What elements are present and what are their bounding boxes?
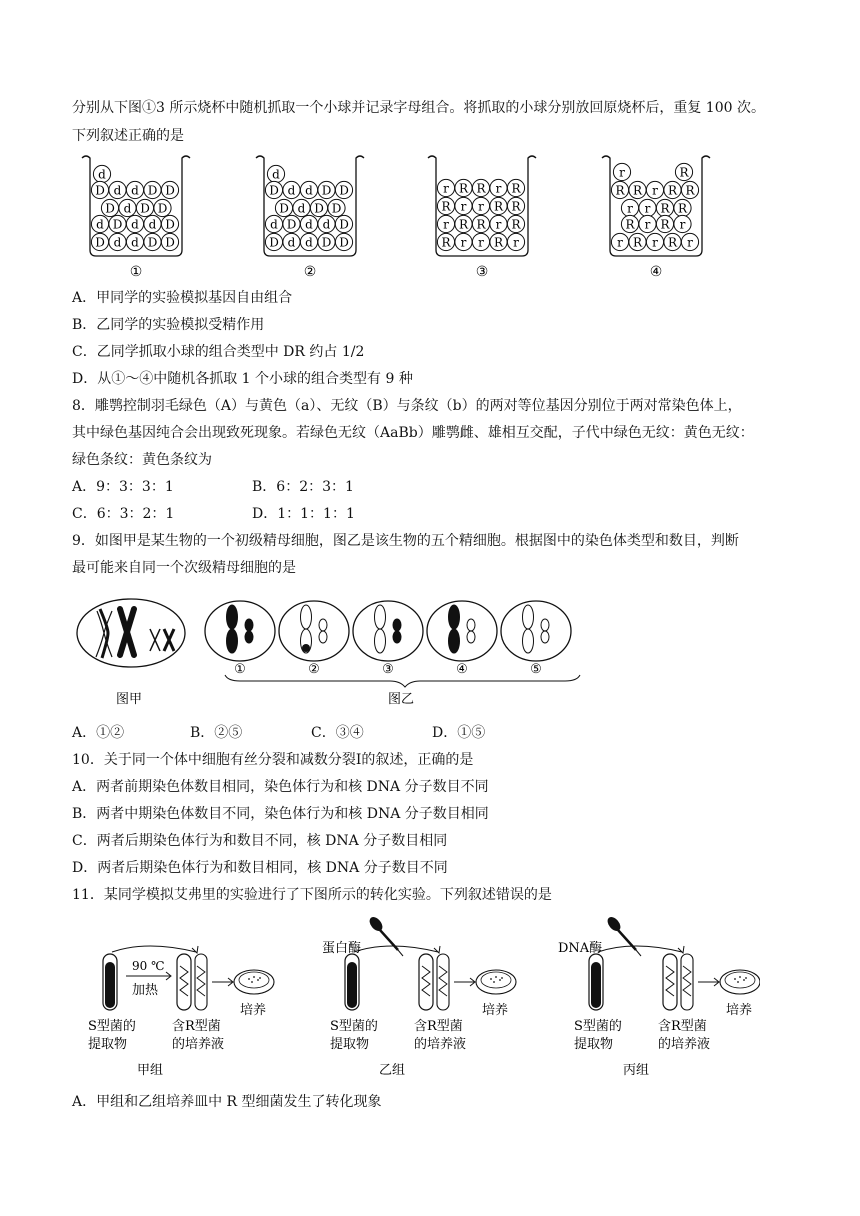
q11-stem: 11．某同学模拟艾弗里的实验进行了下图所示的转化实验。下列叙述错误的是 [72,887,552,903]
beakers-figure [80,152,730,282]
svg-text:d: d [131,235,139,250]
q9-stem-line2: 最可能来自同一个次级精母细胞的是 [72,560,296,576]
svg-text:D: D [105,201,115,216]
svg-text:D: D [165,235,175,250]
svg-text:d: d [305,235,313,250]
cell-label: ① [234,662,246,677]
svg-text:r: r [627,201,633,216]
svg-text:D: D [165,217,175,232]
beaker-label: ③ [475,264,489,280]
svg-text:R: R [493,199,504,214]
ball [318,233,335,250]
medium-label-2: 的培养液 [172,1037,225,1052]
beaker-4 [602,156,710,280]
svg-text:D: D [112,217,123,232]
svg-text:D: D [314,201,324,216]
transformation-figure [80,912,760,1082]
ball [507,233,524,250]
svg-text:r: r [460,199,467,214]
ball [507,215,524,232]
ball [646,181,663,198]
culture-label: 培养 [240,1003,267,1018]
svg-text:R: R [441,199,451,214]
q7-option-b[interactable]: B．乙同学的实验模拟受精作用 [72,317,265,333]
cell-label: ⑤ [530,662,542,677]
q7-option-d[interactable]: D．从①～④中随机各抓取 1 个小球的组合类型有 9 种 [72,371,413,387]
svg-text:R: R [493,235,504,250]
cell-label: ② [308,662,320,677]
q8-option-a[interactable]: A．9：3：3：1 [72,479,174,495]
svg-text:D: D [269,183,279,198]
ball [621,199,638,216]
ball [335,181,352,198]
svg-text:D: D [165,183,175,198]
medium-label-2: 的培养液 [658,1037,711,1052]
ball [629,181,646,198]
transfer-arrow [598,946,682,952]
ball [674,199,691,216]
ball [681,233,698,250]
svg-text:D: D [339,183,349,198]
dropper-icon [367,915,385,934]
svg-text:D: D [331,201,342,216]
svg-text:r: r [495,217,502,232]
ball [161,215,178,232]
ball [656,199,673,216]
group-name: 丙组 [623,1063,650,1078]
svg-text:r: r [644,201,651,216]
ball [490,197,507,214]
ball [472,233,489,250]
ball [109,181,126,198]
svg-text:D: D [157,201,168,216]
ball [613,163,630,180]
svg-text:D: D [95,235,105,250]
q7-option-a[interactable]: A．甲同学的实验模拟基因自由组合 [72,290,293,306]
ball [144,181,161,198]
extract-label-2: 提取物 [574,1037,614,1052]
svg-text:R: R [511,181,521,196]
ball [265,233,282,250]
svg-text:r: r [495,181,502,196]
svg-text:R: R [632,235,643,250]
fig-b-label: 图乙 [388,692,415,707]
ball [437,215,454,232]
medium-label-2: 的培养液 [414,1037,467,1052]
ball [455,179,472,196]
ball [318,181,335,198]
ball [91,181,108,198]
fig-a-label: 图甲 [116,692,143,707]
spermatid-cell-5 [501,601,571,677]
q10-stem: 10．关于同一个体中细胞有丝分裂和减数分裂Ⅰ的叙述，正确的是 [72,752,474,768]
svg-text:D: D [279,201,289,216]
spermatid-cell-3 [353,601,423,677]
ball [335,233,352,250]
group-name: 甲组 [137,1063,164,1078]
q8-stem-line3: 绿色条纹：黄色条纹为 [72,452,212,468]
ball [472,215,489,232]
ball [490,233,507,250]
culture-label: 培养 [726,1003,753,1018]
svg-text:r: r [617,235,623,250]
svg-text:r: r [513,235,519,250]
q11-option-a[interactable]: A．甲组和乙组培养皿中 R 型细菌发生了转化现象 [72,1094,382,1110]
heat-temp-label: 90 ℃ [132,959,165,973]
ball [437,233,454,250]
ball [490,179,507,196]
ball [611,233,628,250]
svg-text:d: d [98,167,106,182]
q8-option-b[interactable]: B．6：2：3：1 [252,479,354,495]
experiment-group-2 [322,915,516,1078]
ball [161,233,178,250]
ball [283,181,300,198]
ball [136,199,153,216]
svg-text:d: d [148,217,157,232]
ball [455,197,472,214]
medium-tube [663,954,677,1010]
fig-b-brace [225,675,580,687]
ball [91,215,108,232]
ball [674,215,691,232]
chromosome-figure [70,595,590,715]
ball [675,163,692,180]
q9-option-a[interactable]: A．①② [72,725,125,741]
ball [265,181,282,198]
q10-option-b[interactable]: B．两者中期染色体数目不同，染色体行为和核 DNA 分子数目相同 [72,806,489,822]
svg-text:R: R [441,235,451,250]
svg-text:d: d [113,235,122,250]
q7-option-c[interactable]: C．乙同学抓取小球的组合类型中 DR 约占 1/2 [72,344,365,360]
ball [318,215,335,232]
ball [109,215,126,232]
q7-stem-line2: 下列叙述正确的是 [72,128,184,144]
ball [310,199,327,216]
svg-text:r: r [478,199,484,214]
ball [161,181,178,198]
q8-option-d[interactable]: D．1：1：1：1 [252,506,355,522]
medium-label: 含R型菌 [658,1019,707,1034]
fig-a-chromosomes [96,609,174,658]
medium-tube [177,954,191,1010]
svg-text:r: r [652,235,658,250]
ball [507,197,524,214]
ball [300,181,317,198]
svg-text:r: r [619,165,625,180]
ball [437,179,454,196]
svg-text:R: R [476,181,486,196]
svg-text:R: R [458,217,469,232]
svg-text:D: D [140,201,150,216]
svg-text:d: d [131,183,139,198]
beaker-label: ② [303,264,317,280]
svg-text:R: R [660,201,670,216]
petri-dish [476,970,516,994]
medium-label: 含R型菌 [172,1019,221,1034]
svg-text:R: R [511,217,521,232]
svg-text:d: d [131,217,139,232]
svg-text:d: d [123,201,132,216]
group-name: 乙组 [379,1063,406,1078]
svg-text:D: D [321,183,332,198]
q8-stem-line2: 其中绿色基因纯合会出现致死现象。若绿色无纹（AaBb）雕鹗雌、雄相互交配，子代中绿色无纹：黄色无纹： [72,425,754,441]
extract-label: S型菌的 [88,1019,136,1034]
ball [664,233,681,250]
svg-text:D: D [339,217,349,232]
svg-text:R: R [679,165,689,180]
svg-text:R: R [625,217,635,232]
svg-text:R: R [476,217,486,232]
spermatid-cell-2 [279,601,349,677]
svg-text:D: D [269,235,279,250]
petri-dish [234,970,274,994]
svg-text:r: r [644,217,651,232]
beaker-label: ① [129,264,143,280]
q7-stem-line1: 分别从下图①3 所示烧杯中随机抓取一个小球并记录字母组合。将抓取的小球分别放回原烧杯后，重复 100 次。 [72,100,765,116]
ball [437,197,454,214]
svg-text:r: r [478,235,484,250]
svg-text:R: R [685,183,695,198]
ball [621,215,638,232]
svg-text:D: D [147,183,158,198]
q9-option-b[interactable]: B．②⑤ [190,725,243,741]
ball [300,233,317,250]
ball [275,199,292,216]
ball [283,233,300,250]
extract-label-2: 提取物 [88,1037,128,1052]
transfer-arrow [112,946,196,952]
petri-dish [720,970,760,994]
ball [144,233,161,250]
ball [328,199,345,216]
q10-option-d[interactable]: D．两者后期染色体行为和数目相同，核 DNA 分子数目不同 [72,860,448,876]
beaker-2 [256,156,364,280]
ball [144,215,161,232]
ball [656,215,673,232]
svg-text:R: R [667,183,678,198]
ball [611,181,628,198]
ball [639,215,656,232]
svg-text:D: D [339,235,349,250]
svg-text:d: d [113,183,122,198]
ball [490,215,507,232]
svg-text:R: R [632,183,643,198]
svg-text:R: R [667,235,678,250]
ball [265,215,282,232]
ball [646,233,663,250]
spermatid-cell-1 [205,601,275,677]
cell-label: ④ [456,662,468,677]
ball [629,233,646,250]
svg-text:d: d [96,217,104,232]
ball [283,215,300,232]
svg-text:d: d [297,201,306,216]
ball [293,199,310,216]
ball [455,215,472,232]
svg-text:d: d [270,217,278,232]
ball [91,233,108,250]
ball [472,179,489,196]
ball [109,233,126,250]
ball [119,199,136,216]
ball [335,215,352,232]
svg-text:r: r [687,235,693,250]
dropper-icon [605,915,623,934]
spermatid-cell-4 [427,601,497,677]
svg-text:D: D [286,217,297,232]
ball [126,233,143,250]
experiment-group-1 [88,946,274,1078]
ball [455,233,472,250]
ball [664,181,681,198]
svg-text:R: R [660,217,670,232]
q8-option-c[interactable]: C．6：3：2：1 [72,506,175,522]
cell-label: ③ [382,662,394,677]
q9-option-d[interactable]: D．①⑤ [432,725,486,741]
svg-text:r: r [652,183,658,198]
svg-text:R: R [677,201,688,216]
svg-text:d: d [287,183,296,198]
ball [93,165,110,182]
extract-label: S型菌的 [574,1019,622,1034]
medium-label: 含R型菌 [414,1019,463,1034]
svg-text:d: d [305,217,313,232]
svg-text:R: R [511,199,521,214]
enzyme-label: 蛋白酶 [322,941,362,956]
svg-text:R: R [458,181,469,196]
svg-text:D: D [321,235,332,250]
svg-text:D: D [147,235,158,250]
ball [300,215,317,232]
experiment-group-3 [558,915,760,1078]
extract-label-2: 提取物 [330,1037,370,1052]
heat-label: 加热 [132,983,159,998]
medium-tube [419,954,433,1010]
svg-text:D: D [95,183,105,198]
ball [507,179,524,196]
ball [472,197,489,214]
svg-text:r: r [679,217,686,232]
q9-option-c[interactable]: C．③④ [311,725,364,741]
culture-label: 培养 [482,1003,509,1018]
svg-text:r: r [460,235,467,250]
svg-text:d: d [322,217,331,232]
extract-label: S型菌的 [330,1019,378,1034]
enzyme-label: DNA酶 [558,941,603,956]
svg-text:d: d [287,235,296,250]
svg-text:r: r [443,217,449,232]
q10-option-a[interactable]: A．两者前期染色体数目相同，染色体行为和核 DNA 分子数目不同 [72,779,489,795]
svg-text:R: R [615,183,625,198]
beaker-label: ④ [649,264,663,280]
svg-text:r: r [443,181,449,196]
ball [267,165,284,182]
svg-text:d: d [272,167,280,182]
q10-option-c[interactable]: C．两者后期染色体行为和数目不同，核 DNA 分子数目相同 [72,833,448,849]
ball [154,199,171,216]
ball [101,199,118,216]
svg-text:d: d [305,183,313,198]
ball [126,181,143,198]
beaker-1 [82,156,190,280]
q9-stem-line1: 9．如图甲是某生物的一个初级精母细胞，图乙是该生物的五个精细胞。根据图中的染色体类型和数目，判断 [72,533,739,549]
ball [126,215,143,232]
ball [639,199,656,216]
beaker-3 [428,156,536,280]
q8-stem-line1: 8．雕鹗控制羽毛绿色（A）与黄色（a）、无纹（B）与条纹（b）的两对等位基因分别位于两对常染色体上， [72,398,742,414]
ball [681,181,698,198]
